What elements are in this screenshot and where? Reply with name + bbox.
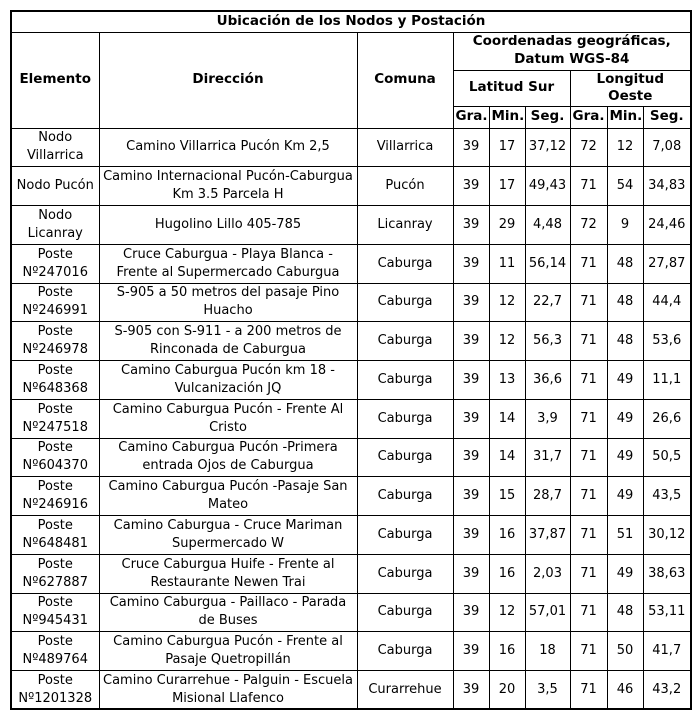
cell-lon-seg: 43,2 <box>643 671 691 710</box>
cell-elemento: Poste Nº246991 <box>11 283 99 322</box>
cell-lat-gra: 39 <box>453 671 489 710</box>
cell-lon-min: 50 <box>607 632 643 671</box>
cell-lat-min: 16 <box>489 632 525 671</box>
table-row <box>11 399 691 438</box>
table-row <box>11 322 691 361</box>
cell-direccion: Camino Caburgua Pucón km 18 - Vulcanización JQ <box>99 361 357 400</box>
cell-lon-seg: 7,08 <box>643 128 691 167</box>
cell-direccion: Camino Villarrica Pucón Km 2,5 <box>99 128 357 167</box>
cell-lon-min: 48 <box>607 593 643 632</box>
title-row <box>11 11 691 32</box>
cell-lat-min: 20 <box>489 671 525 710</box>
cell-lon-min: 49 <box>607 361 643 400</box>
table-row <box>11 438 691 477</box>
cell-lon-gra: 71 <box>570 516 607 555</box>
cell-elemento: Poste Nº489764 <box>11 632 99 671</box>
cell-lat-gra: 39 <box>453 206 489 245</box>
cell-lon-seg: 53,11 <box>643 593 691 632</box>
cell-elemento: Poste Nº247518 <box>11 399 99 438</box>
cell-elemento: Poste Nº246978 <box>11 322 99 361</box>
cell-lat-min: 13 <box>489 361 525 400</box>
cell-lon-seg: 24,46 <box>643 206 691 245</box>
cell-lat-gra: 39 <box>453 244 489 283</box>
cell-lat-seg: 49,43 <box>525 167 570 206</box>
cell-lat-seg: 3,5 <box>525 671 570 710</box>
cell-lat-min: 16 <box>489 516 525 555</box>
cell-lon-seg: 34,83 <box>643 167 691 206</box>
cell-lat-seg: 2,03 <box>525 554 570 593</box>
cell-lon-seg: 50,5 <box>643 438 691 477</box>
cell-direccion: Camino Caburgua Pucón - Frente al Pasaje Quetropillán <box>99 632 357 671</box>
cell-direccion: Camino Curarrehue - Palguin - Escuela Misional Llafenco <box>99 671 357 710</box>
cell-lon-min: 51 <box>607 516 643 555</box>
cell-elemento: Poste Nº945431 <box>11 593 99 632</box>
cell-elemento: Poste Nº648368 <box>11 361 99 400</box>
cell-lat-min: 17 <box>489 167 525 206</box>
cell-lon-gra: 71 <box>570 322 607 361</box>
cell-lat-gra: 39 <box>453 322 489 361</box>
cell-comuna: Caburga <box>357 438 453 477</box>
cell-lat-seg: 36,6 <box>525 361 570 400</box>
cell-lon-gra: 71 <box>570 244 607 283</box>
col-header-direccion: Dirección <box>99 32 357 128</box>
cell-direccion: Camino Caburgua - Paillaco - Parada de Buses <box>99 593 357 632</box>
cell-lat-gra: 39 <box>453 399 489 438</box>
cell-lat-min: 16 <box>489 554 525 593</box>
cell-lat-seg: 28,7 <box>525 477 570 516</box>
table-body <box>11 128 691 709</box>
cell-comuna: Villarrica <box>357 128 453 167</box>
table-row <box>11 244 691 283</box>
cell-lon-gra: 71 <box>570 593 607 632</box>
cell-direccion: Camino Caburgua Pucón -Pasaje San Mateo <box>99 477 357 516</box>
cell-lon-seg: 30,12 <box>643 516 691 555</box>
cell-direccion: S-905 con S-911 - a 200 metros de Rinconada de Caburgua <box>99 322 357 361</box>
cell-lat-min: 12 <box>489 322 525 361</box>
cell-comuna: Caburga <box>357 593 453 632</box>
table-row <box>11 516 691 555</box>
cell-comuna: Caburga <box>357 516 453 555</box>
header-row-main <box>11 32 691 70</box>
cell-lat-seg: 3,9 <box>525 399 570 438</box>
cell-lat-min: 12 <box>489 283 525 322</box>
cell-lon-seg: 38,63 <box>643 554 691 593</box>
cell-direccion: Cruce Caburgua Huife - Frente al Restaurante Newen Trai <box>99 554 357 593</box>
cell-lat-gra: 39 <box>453 593 489 632</box>
cell-lon-min: 49 <box>607 477 643 516</box>
cell-lat-seg: 4,48 <box>525 206 570 245</box>
nodes-location-table <box>10 10 692 710</box>
cell-lat-gra: 39 <box>453 361 489 400</box>
cell-lon-gra: 71 <box>570 167 607 206</box>
table-row <box>11 361 691 400</box>
cell-lon-min: 48 <box>607 283 643 322</box>
cell-elemento: Poste Nº627887 <box>11 554 99 593</box>
cell-comuna: Caburga <box>357 244 453 283</box>
cell-direccion: Camino Caburgua Pucón -Primera entrada Ojos de Caburgua <box>99 438 357 477</box>
cell-elemento: Poste Nº246916 <box>11 477 99 516</box>
col-header-lat-gra: Gra. <box>453 106 489 128</box>
col-header-elemento: Elemento <box>11 32 99 128</box>
table-row <box>11 283 691 322</box>
cell-lat-min: 17 <box>489 128 525 167</box>
cell-elemento: Nodo Villarrica <box>11 128 99 167</box>
cell-lat-gra: 39 <box>453 632 489 671</box>
cell-direccion: Hugolino Lillo 405-785 <box>99 206 357 245</box>
cell-comuna: Licanray <box>357 206 453 245</box>
col-header-latitud-sur: Latitud Sur <box>453 70 570 106</box>
cell-comuna: Caburga <box>357 322 453 361</box>
cell-comuna: Caburga <box>357 399 453 438</box>
cell-elemento: Nodo Pucón <box>11 167 99 206</box>
cell-direccion: Camino Caburgua - Cruce Mariman Supermercado W <box>99 516 357 555</box>
cell-comuna: Curarrehue <box>357 671 453 710</box>
cell-lon-seg: 43,5 <box>643 477 691 516</box>
cell-lat-gra: 39 <box>453 167 489 206</box>
cell-lon-gra: 71 <box>570 283 607 322</box>
cell-lon-min: 9 <box>607 206 643 245</box>
cell-lon-gra: 72 <box>570 128 607 167</box>
cell-comuna: Caburga <box>357 477 453 516</box>
cell-lat-gra: 39 <box>453 128 489 167</box>
cell-lon-gra: 71 <box>570 671 607 710</box>
cell-lat-seg: 57,01 <box>525 593 570 632</box>
cell-lat-seg: 56,3 <box>525 322 570 361</box>
table-row <box>11 167 691 206</box>
cell-lon-min: 12 <box>607 128 643 167</box>
cell-lon-gra: 71 <box>570 632 607 671</box>
cell-direccion: Cruce Caburgua - Playa Blanca - Frente al Supermercado Caburgua <box>99 244 357 283</box>
cell-lon-gra: 71 <box>570 438 607 477</box>
cell-lat-seg: 31,7 <box>525 438 570 477</box>
cell-lat-seg: 37,12 <box>525 128 570 167</box>
cell-lon-gra: 71 <box>570 477 607 516</box>
cell-lon-gra: 71 <box>570 361 607 400</box>
col-header-lon-min: Min. <box>607 106 643 128</box>
cell-lat-min: 14 <box>489 438 525 477</box>
cell-lon-seg: 26,6 <box>643 399 691 438</box>
cell-lon-min: 49 <box>607 554 643 593</box>
cell-lat-seg: 56,14 <box>525 244 570 283</box>
table-row <box>11 206 691 245</box>
cell-lon-seg: 27,87 <box>643 244 691 283</box>
cell-comuna: Caburga <box>357 554 453 593</box>
col-header-coordenadas: Coordenadas geográficas, Datum WGS-84 <box>453 32 691 70</box>
cell-comuna: Caburga <box>357 283 453 322</box>
cell-lon-gra: 71 <box>570 554 607 593</box>
cell-lat-seg: 18 <box>525 632 570 671</box>
col-header-comuna: Comuna <box>357 32 453 128</box>
cell-elemento: Poste Nº247016 <box>11 244 99 283</box>
cell-lat-seg: 22,7 <box>525 283 570 322</box>
cell-lat-min: 29 <box>489 206 525 245</box>
cell-lat-gra: 39 <box>453 438 489 477</box>
cell-lon-gra: 71 <box>570 399 607 438</box>
cell-lat-min: 12 <box>489 593 525 632</box>
cell-elemento: Nodo Licanray <box>11 206 99 245</box>
col-header-lat-seg: Seg. <box>525 106 570 128</box>
col-header-longitud-oeste: Longitud Oeste <box>570 70 691 106</box>
cell-lon-min: 46 <box>607 671 643 710</box>
table-row <box>11 632 691 671</box>
cell-lat-min: 15 <box>489 477 525 516</box>
cell-lon-seg: 44,4 <box>643 283 691 322</box>
cell-comuna: Caburga <box>357 632 453 671</box>
table-row <box>11 554 691 593</box>
cell-lon-min: 49 <box>607 399 643 438</box>
col-header-lat-min: Min. <box>489 106 525 128</box>
cell-direccion: Camino Internacional Pucón-Caburgua Km 3.5 Parcela H <box>99 167 357 206</box>
cell-lon-min: 54 <box>607 167 643 206</box>
cell-lon-seg: 53,6 <box>643 322 691 361</box>
cell-lat-gra: 39 <box>453 554 489 593</box>
cell-elemento: Poste Nº1201328 <box>11 671 99 710</box>
cell-lon-min: 48 <box>607 322 643 361</box>
col-header-lon-seg: Seg. <box>643 106 691 128</box>
table-title: Ubicación de los Nodos y Postación <box>11 11 691 32</box>
cell-lat-gra: 39 <box>453 283 489 322</box>
cell-lon-seg: 11,1 <box>643 361 691 400</box>
table-row <box>11 593 691 632</box>
table-row <box>11 671 691 710</box>
cell-lat-gra: 39 <box>453 516 489 555</box>
table-row <box>11 477 691 516</box>
cell-lat-gra: 39 <box>453 477 489 516</box>
cell-lon-gra: 72 <box>570 206 607 245</box>
col-header-lon-gra: Gra. <box>570 106 607 128</box>
cell-lon-min: 48 <box>607 244 643 283</box>
cell-lon-seg: 41,7 <box>643 632 691 671</box>
cell-comuna: Caburga <box>357 361 453 400</box>
cell-lon-min: 49 <box>607 438 643 477</box>
cell-lat-min: 14 <box>489 399 525 438</box>
cell-lat-seg: 37,87 <box>525 516 570 555</box>
cell-comuna: Pucón <box>357 167 453 206</box>
cell-elemento: Poste Nº648481 <box>11 516 99 555</box>
table-row <box>11 128 691 167</box>
cell-elemento: Poste Nº604370 <box>11 438 99 477</box>
cell-lat-min: 11 <box>489 244 525 283</box>
cell-direccion: Camino Caburgua Pucón - Frente Al Cristo <box>99 399 357 438</box>
cell-direccion: S-905 a 50 metros del pasaje Pino Huacho <box>99 283 357 322</box>
